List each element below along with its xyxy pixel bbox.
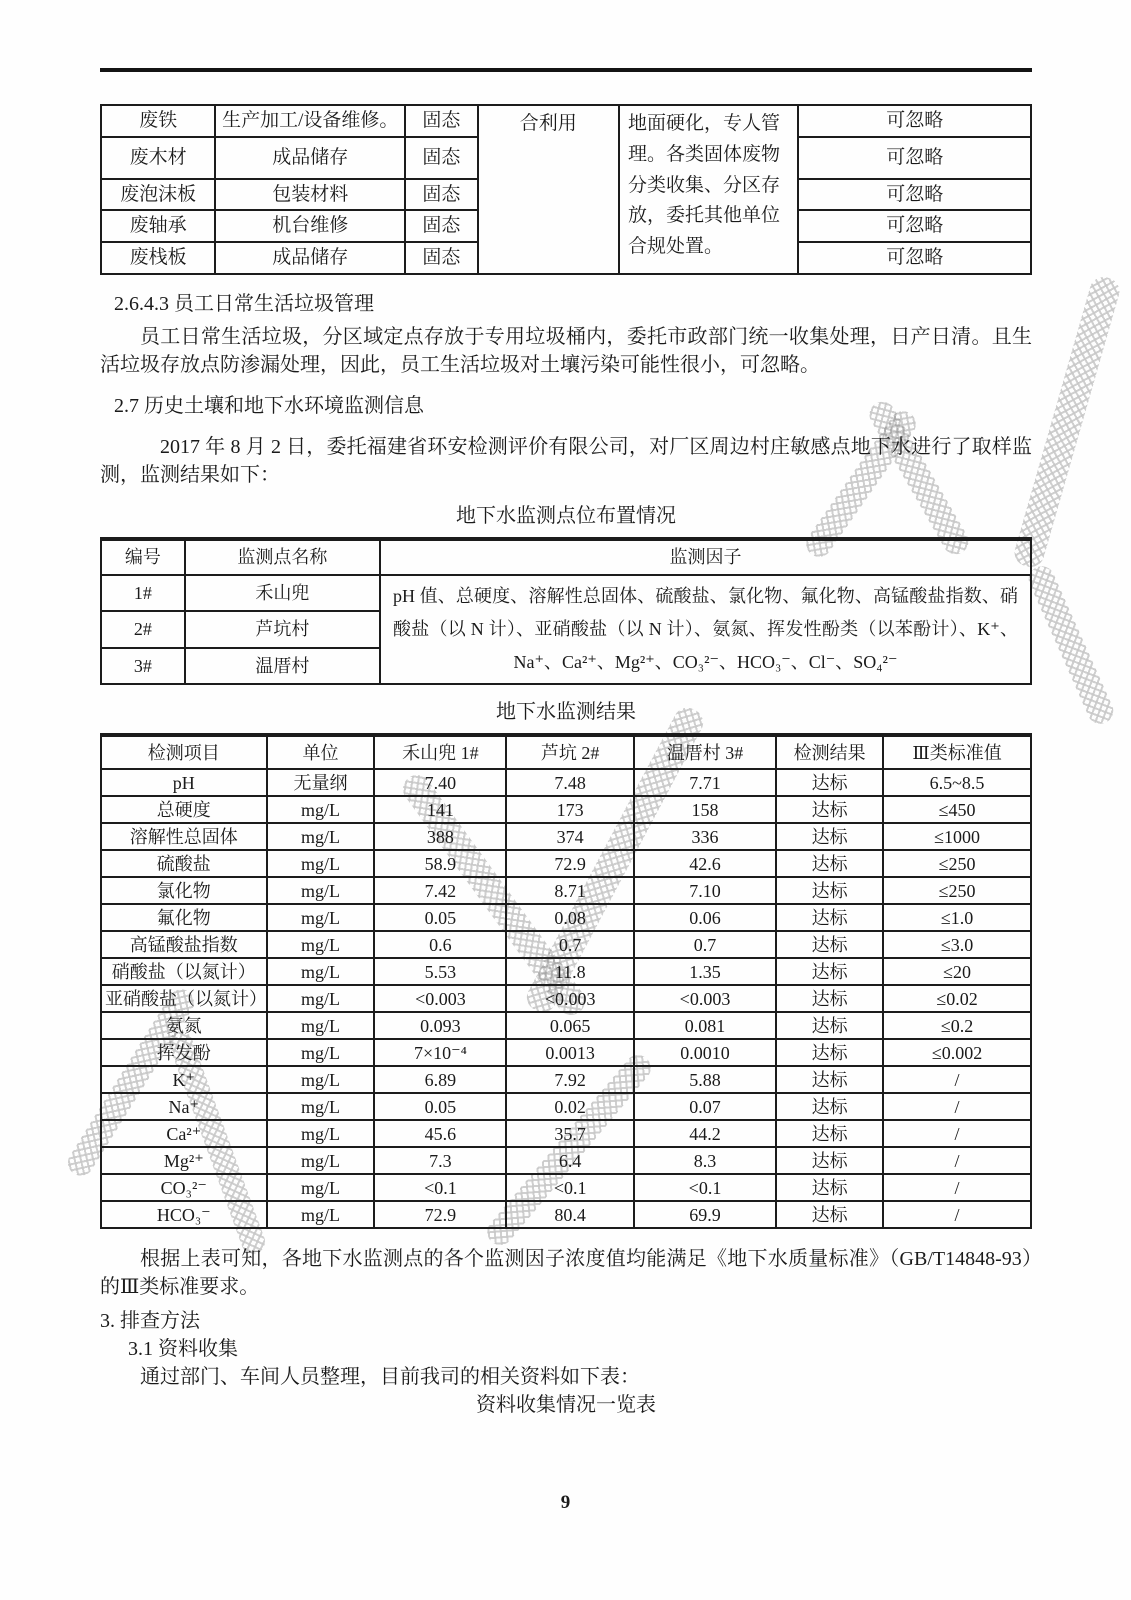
cell-result: 达标 (776, 1066, 883, 1093)
cell-std: / (883, 1120, 1031, 1147)
cell-v2: 0.0013 (506, 1039, 633, 1066)
cell-v3: 8.3 (634, 1147, 776, 1174)
cell-std: ≤1.0 (883, 904, 1031, 931)
cell-std: ≤250 (883, 850, 1031, 877)
heading-27: 2.7 历史土壤和地下水环境监测信息 (114, 394, 424, 417)
cell-point-id: 2# (101, 611, 185, 648)
cell-v2: <0.003 (506, 985, 633, 1012)
cell-waste-note: 可忽略 (798, 105, 1031, 137)
cell-result: 达标 (776, 1120, 883, 1147)
cell-result: 达标 (776, 1201, 883, 1228)
cell-unit: mg/L (267, 1066, 375, 1093)
cell-result: 达标 (776, 1174, 883, 1201)
cell-v2: 173 (506, 796, 633, 823)
cell-result: 达标 (776, 850, 883, 877)
cell-std: / (883, 1147, 1031, 1174)
cell-waste-source: 包装材料 (215, 179, 405, 211)
cell-item: HCO₃⁻ (101, 1201, 267, 1228)
cell-std: ≤20 (883, 958, 1031, 985)
cell-item: 硫酸盐 (101, 850, 267, 877)
cell-std: ≤0.02 (883, 985, 1031, 1012)
cell-item: 总硬度 (101, 796, 267, 823)
cell-v2: 8.71 (506, 877, 633, 904)
table-row (101, 904, 1031, 931)
cell-waste-state: 固态 (405, 137, 478, 179)
cell-waste-name: 废铁 (101, 105, 215, 137)
cell-waste-note: 可忽略 (798, 210, 1031, 242)
cell-v3: 0.0010 (634, 1039, 776, 1066)
cell-unit: mg/L (267, 1093, 375, 1120)
table-row (101, 823, 1031, 850)
cell-v3: 0.081 (634, 1012, 776, 1039)
cell-std: / (883, 1174, 1031, 1201)
cell-waste-name: 废泡沫板 (101, 179, 215, 211)
cell-std: 6.5~8.5 (883, 769, 1031, 796)
table-row (101, 1093, 1031, 1120)
monitoring-points-table (100, 537, 1032, 686)
table-row (101, 796, 1031, 823)
page-content (100, 0, 1032, 1419)
cell-v3: 0.06 (634, 904, 776, 931)
cell-item: CO₃²⁻ (101, 1174, 267, 1201)
table-row (101, 769, 1031, 796)
cell-v3: 42.6 (634, 850, 776, 877)
cell-v3: 7.10 (634, 877, 776, 904)
cell-point-name: 芦坑村 (185, 611, 380, 648)
cell-std: / (883, 1201, 1031, 1228)
cell-item: Mg²⁺ (101, 1147, 267, 1174)
cell-v1: 5.53 (374, 958, 506, 985)
cell-unit: mg/L (267, 1174, 375, 1201)
table-row (101, 1147, 1031, 1174)
table-row (101, 105, 1031, 137)
cell-waste-name: 废栈板 (101, 242, 215, 274)
header-site3: 温厝村 3# (634, 735, 776, 769)
cell-result: 达标 (776, 769, 883, 796)
cell-item: 溶解性总固体 (101, 823, 267, 850)
cell-point-id: 1# (101, 575, 185, 612)
cell-waste-name: 废木材 (101, 137, 215, 179)
cell-factors-merged: pH 值、总硬度、溶解性总固体、硫酸盐、氯化物、氟化物、高锰酸盐指数、硝酸盐（以 N 计）、亚硝酸盐（以 N 计）、氨氮、挥发性酚类（以苯酚计）、K⁺、Na⁺、Ca²⁺、Mg²⁺、CO₃²⁻、HCO₃⁻、Cl⁻、SO₄²⁻ (380, 575, 1031, 685)
cell-waste-note: 可忽略 (798, 179, 1031, 211)
cell-unit: mg/L (267, 1120, 375, 1147)
cell-std: ≤250 (883, 877, 1031, 904)
table-header-row (101, 735, 1031, 769)
heading-3: 3. 排查方法 (100, 1310, 200, 1333)
watermark-stroke (1025, 562, 1118, 728)
cell-waste-note: 可忽略 (798, 242, 1031, 274)
cell-waste-state: 固态 (405, 105, 478, 137)
table-row (101, 850, 1031, 877)
cell-v1: 388 (374, 823, 506, 850)
cell-waste-name: 废轴承 (101, 210, 215, 242)
heading-2643: 2.6.4.3 员工日常生活垃圾管理 (114, 292, 374, 315)
header-standard: Ⅲ类标准值 (883, 735, 1031, 769)
cell-unit: mg/L (267, 850, 375, 877)
table-row (101, 1066, 1031, 1093)
cell-unit: mg/L (267, 958, 375, 985)
cell-v2: 35.7 (506, 1120, 633, 1147)
cell-v1: 7×10⁻⁴ (374, 1039, 506, 1066)
cell-v2: 7.48 (506, 769, 633, 796)
cell-waste-source: 成品储存 (215, 137, 405, 179)
cell-v1: 7.42 (374, 877, 506, 904)
cell-std: ≤0.002 (883, 1039, 1031, 1066)
cell-v2: 0.02 (506, 1093, 633, 1120)
cell-waste-state: 固态 (405, 242, 478, 274)
cell-std: ≤450 (883, 796, 1031, 823)
cell-v3: 0.07 (634, 1093, 776, 1120)
table-row (101, 958, 1031, 985)
cell-v3: <0.003 (634, 985, 776, 1012)
cell-item: 氨氮 (101, 1012, 267, 1039)
cell-unit: mg/L (267, 904, 375, 931)
cell-result: 达标 (776, 931, 883, 958)
cell-v2: 0.065 (506, 1012, 633, 1039)
cell-v1: 6.89 (374, 1066, 506, 1093)
cell-std: / (883, 1093, 1031, 1120)
cell-v2: 80.4 (506, 1201, 633, 1228)
header-site1: 禾山兜 1# (374, 735, 506, 769)
cell-v2: 374 (506, 823, 633, 850)
cell-v1: 0.05 (374, 904, 506, 931)
cell-v1: 72.9 (374, 1201, 506, 1228)
header-unit: 单位 (267, 735, 375, 769)
cell-waste-state: 固态 (405, 210, 478, 242)
cell-std: ≤1000 (883, 823, 1031, 850)
cell-waste-state: 固态 (405, 179, 478, 211)
cell-disposal-merged: 合利用 (478, 105, 619, 274)
cell-unit: mg/L (267, 1147, 375, 1174)
cell-unit: 无量纲 (267, 769, 375, 796)
cell-result: 达标 (776, 958, 883, 985)
cell-v2: 6.4 (506, 1147, 633, 1174)
table-row (101, 877, 1031, 904)
cell-unit: mg/L (267, 931, 375, 958)
cell-v3: 158 (634, 796, 776, 823)
cell-std: / (883, 1066, 1031, 1093)
cell-result: 达标 (776, 904, 883, 931)
cell-result: 达标 (776, 1147, 883, 1174)
header-name: 监测点名称 (185, 539, 380, 575)
header-factors: 监测因子 (380, 539, 1031, 575)
table-row (101, 1174, 1031, 1201)
cell-item: 高锰酸盐指数 (101, 931, 267, 958)
cell-item: Ca²⁺ (101, 1120, 267, 1147)
cell-item: 亚硝酸盐（以氮计） (101, 985, 267, 1012)
cell-result: 达标 (776, 823, 883, 850)
cell-v3: 7.71 (634, 769, 776, 796)
table-row (101, 931, 1031, 958)
cell-v2: 7.92 (506, 1066, 633, 1093)
cell-item: 挥发酚 (101, 1039, 267, 1066)
header-rule (100, 68, 1032, 72)
cell-v3: 44.2 (634, 1120, 776, 1147)
cell-item: 氟化物 (101, 904, 267, 931)
table-row (101, 985, 1031, 1012)
cell-v1: 7.40 (374, 769, 506, 796)
cell-point-id: 3# (101, 648, 185, 685)
cell-unit: mg/L (267, 985, 375, 1012)
cell-v2: 11.8 (506, 958, 633, 985)
next-table-title: 资料收集情况一览表 (476, 1394, 656, 1417)
paragraph-31: 通过部门、车间人员整理，目前我司的相关资料如下表： (140, 1366, 640, 1389)
cell-unit: mg/L (267, 877, 375, 904)
cell-v1: 7.3 (374, 1147, 506, 1174)
cell-v3: 336 (634, 823, 776, 850)
cell-v1: <0.1 (374, 1174, 506, 1201)
cell-v2: 0.08 (506, 904, 633, 931)
cell-point-name: 禾山兜 (185, 575, 380, 612)
cell-waste-source: 机台维修 (215, 210, 405, 242)
header-id: 编号 (101, 539, 185, 575)
cell-v1: 0.093 (374, 1012, 506, 1039)
cell-waste-source: 生产加工/设备维修。 (215, 105, 405, 137)
cell-v3: 0.7 (634, 931, 776, 958)
cell-v1: 0.6 (374, 931, 506, 958)
cell-unit: mg/L (267, 1039, 375, 1066)
paragraph-27: 2017 年 8 月 2 日，委托福建省环安检测评价有限公司，对厂区周边村庄敏感点地下水进行了取样监测，监测结果如下： (100, 435, 1032, 486)
results-table-title: 地下水监测结果 (496, 701, 636, 724)
cell-v3: 69.9 (634, 1201, 776, 1228)
table-row (101, 1120, 1031, 1147)
cell-unit: mg/L (267, 1012, 375, 1039)
cell-v2: 72.9 (506, 850, 633, 877)
cell-result: 达标 (776, 1012, 883, 1039)
table-header-row (101, 539, 1031, 575)
cell-result: 达标 (776, 877, 883, 904)
table-row (101, 575, 1031, 612)
page-number: 9 (560, 1492, 571, 1513)
cell-v1: 0.05 (374, 1093, 506, 1120)
cell-point-name: 温厝村 (185, 648, 380, 685)
cell-result: 达标 (776, 796, 883, 823)
cell-item: pH (101, 769, 267, 796)
cell-v2: <0.1 (506, 1174, 633, 1201)
cell-result: 达标 (776, 1039, 883, 1066)
groundwater-results-table (100, 733, 1032, 1229)
cell-management-merged: 地面硬化，专人管理。各类固体废物分类收集、分区存放，委托其他单位合规处置。 (619, 105, 798, 274)
cell-item: K⁺ (101, 1066, 267, 1093)
cell-item: 氯化物 (101, 877, 267, 904)
conclusion-paragraph: 根据上表可知，各地下水监测点的各个监测因子浓度值均能满足《地下水质量标准》（GB/T14848-93）的Ⅲ类标准要求。 (100, 1248, 1032, 1299)
cell-v1: 45.6 (374, 1120, 506, 1147)
waste-management-table (100, 104, 1032, 275)
cell-item: 硝酸盐（以氮计） (101, 958, 267, 985)
heading-31: 3.1 资料收集 (128, 1338, 238, 1361)
header-result: 检测结果 (776, 735, 883, 769)
cell-item: Na⁺ (101, 1093, 267, 1120)
cell-result: 达标 (776, 985, 883, 1012)
header-site2: 芦坑 2# (506, 735, 633, 769)
table-row (101, 1012, 1031, 1039)
cell-v3: 5.88 (634, 1066, 776, 1093)
cell-result: 达标 (776, 1093, 883, 1120)
table-row (101, 1201, 1031, 1228)
cell-unit: mg/L (267, 1201, 375, 1228)
cell-v1: 58.9 (374, 850, 506, 877)
cell-v3: 1.35 (634, 958, 776, 985)
table-row (101, 1039, 1031, 1066)
cell-waste-note: 可忽略 (798, 137, 1031, 179)
points-table-title: 地下水监测点位布置情况 (456, 504, 676, 527)
cell-unit: mg/L (267, 823, 375, 850)
cell-std: ≤3.0 (883, 931, 1031, 958)
cell-v2: 0.7 (506, 931, 633, 958)
cell-v1: <0.003 (374, 985, 506, 1012)
cell-unit: mg/L (267, 796, 375, 823)
cell-waste-source: 成品储存 (215, 242, 405, 274)
cell-v3: <0.1 (634, 1174, 776, 1201)
cell-std: ≤0.2 (883, 1012, 1031, 1039)
paragraph-2643: 员工日常生活垃圾，分区域定点存放于专用垃圾桶内，委托市政部门统一收集处理，日产日清。且生活垃圾存放点防渗漏处理，因此，员工生活垃圾对土壤污染可能性很小，可忽略。 (100, 325, 1032, 376)
header-item: 检测项目 (101, 735, 267, 769)
cell-v1: 141 (374, 796, 506, 823)
